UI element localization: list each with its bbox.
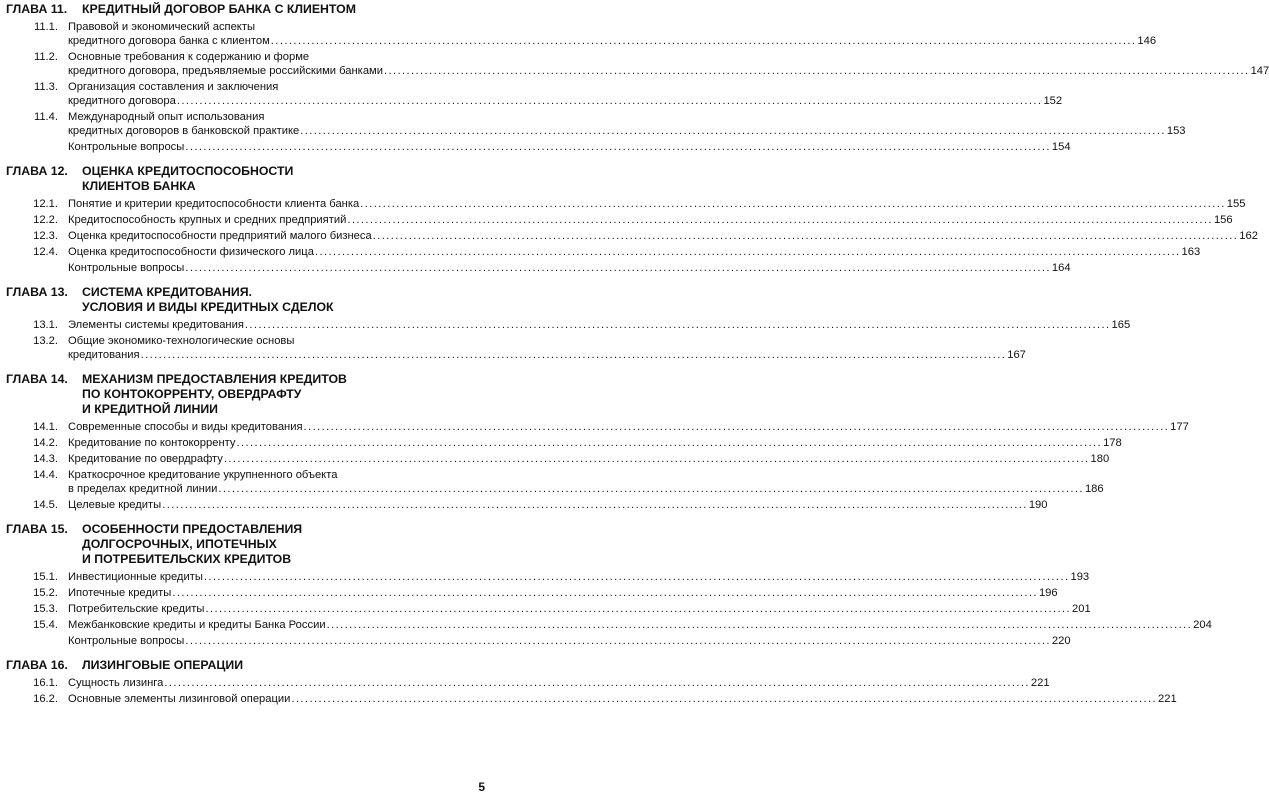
- dot-leader: [347, 213, 1213, 227]
- page-ref: 146: [1137, 35, 1157, 47]
- section-title: Контрольные вопросы: [68, 141, 185, 153]
- chapter-label: ГЛАВА 14.: [6, 372, 68, 386]
- chapter-label: ГЛАВА 15.: [6, 522, 68, 536]
- page-ref: 165: [1111, 319, 1131, 331]
- dot-leader: [185, 634, 1051, 648]
- toc-entry[interactable]: [6, 468, 1104, 496]
- dot-leader: [177, 94, 1043, 108]
- chapter-block: [6, 522, 1212, 648]
- toc-entry[interactable]: [6, 20, 1157, 48]
- toc-entry[interactable]: [6, 261, 1071, 275]
- chapter-title: СИСТЕМА КРЕДИТОВАНИЯ. УСЛОВИЯ И ВИДЫ КРЕДИТНЫХ СДЕЛОК: [82, 285, 334, 314]
- toc-entry[interactable]: [6, 229, 1258, 243]
- page-ref: 162: [1239, 230, 1258, 242]
- section-title: Инвестиционные кредиты: [68, 571, 203, 583]
- dot-leader: [304, 420, 1170, 434]
- chapter-heading: [6, 164, 486, 194]
- table-of-contents: [6, 2, 1269, 716]
- chapter-label: ГЛАВА 12.: [6, 164, 68, 178]
- section-title: кредитного договора, предъявляемые российскими банками: [68, 65, 383, 77]
- section-number: 11.2.: [33, 51, 58, 63]
- toc-entry[interactable]: [6, 140, 1071, 154]
- toc-entry[interactable]: [6, 213, 1233, 227]
- section-title: Целевые кредиты: [68, 499, 162, 511]
- toc-entry[interactable]: [6, 676, 1050, 690]
- section-title-line: Краткосрочное кредитование укрупненного объекта: [68, 469, 338, 481]
- page-ref: 193: [1070, 571, 1090, 583]
- section-number: 14.5.: [33, 499, 58, 511]
- section-number: 14.1.: [33, 421, 58, 433]
- section-title: Сущность лизинга: [68, 677, 164, 689]
- dot-leader: [218, 482, 1084, 496]
- toc-entry[interactable]: [6, 334, 1026, 362]
- dot-leader: [205, 602, 1071, 616]
- toc-entry[interactable]: [6, 436, 1122, 450]
- section-title: Кредитование по овердрафту: [68, 453, 223, 465]
- page-ref: 154: [1051, 141, 1071, 153]
- chapter-label: ГЛАВА 16.: [6, 658, 68, 672]
- dot-leader: [236, 436, 1102, 450]
- dot-leader: [271, 34, 1137, 48]
- toc-entry[interactable]: [6, 50, 1269, 78]
- section-title: кредитных договоров в банковской практике: [68, 125, 300, 137]
- page-ref: 190: [1028, 499, 1048, 511]
- chapter-heading: [6, 372, 486, 417]
- page-ref: 186: [1084, 483, 1104, 495]
- section-number: 11.4.: [33, 111, 58, 123]
- section-title: Потребительские кредиты: [68, 603, 205, 615]
- section-number: 14.4.: [33, 469, 58, 481]
- dot-leader: [245, 318, 1111, 332]
- chapter-title: МЕХАНИЗМ ПРЕДОСТАВЛЕНИЯ КРЕДИТОВ ПО КОНТОКОРРЕНТУ, ОВЕРДРАФТУ И КРЕДИТНОЙ ЛИНИИ: [82, 372, 347, 416]
- page-ref: 220: [1051, 635, 1071, 647]
- section-number: 16.2.: [33, 693, 58, 705]
- toc-entry[interactable]: [6, 80, 1063, 108]
- page-ref: 156: [1213, 214, 1233, 226]
- section-title: кредитного договора: [68, 95, 176, 107]
- page-number: 5: [478, 780, 485, 794]
- section-title: Контрольные вопросы: [68, 635, 185, 647]
- page-ref: 221: [1030, 677, 1050, 689]
- dot-leader: [315, 245, 1181, 259]
- page-ref: 153: [1166, 125, 1186, 137]
- section-number: 14.3.: [33, 453, 58, 465]
- page-ref: 164: [1051, 262, 1071, 274]
- dot-leader: [204, 570, 1070, 584]
- section-title: Понятие и критерии кредитоспособности клиента банка: [68, 198, 360, 210]
- chapter-block: [6, 285, 1131, 362]
- chapter-block: [6, 2, 1269, 154]
- dot-leader: [162, 498, 1028, 512]
- dot-leader: [185, 140, 1051, 154]
- toc-entry[interactable]: [6, 602, 1091, 616]
- section-number: 15.2.: [33, 587, 58, 599]
- dot-leader: [141, 348, 1007, 362]
- chapter-heading: [6, 2, 486, 17]
- section-number: 16.1.: [33, 677, 58, 689]
- section-title: Межбанковские кредиты и кредиты Банка России: [68, 619, 326, 631]
- dot-leader: [360, 197, 1226, 211]
- page-ref: 152: [1043, 95, 1063, 107]
- chapter-block: [6, 164, 1258, 275]
- section-number: 13.1.: [33, 319, 58, 331]
- page-ref: 221: [1158, 693, 1177, 705]
- page-ref: 147: [1250, 65, 1269, 77]
- dot-leader: [327, 618, 1193, 632]
- chapter-heading: [6, 285, 486, 315]
- section-title: Ипотечные кредиты: [68, 587, 172, 599]
- chapter-heading: [6, 522, 486, 567]
- page-ref: 196: [1038, 587, 1058, 599]
- section-title: кредитного договора банка с клиентом: [68, 35, 270, 47]
- section-title-line: Основные требования к содержанию и форме: [68, 51, 310, 63]
- section-number: 15.3.: [33, 603, 58, 615]
- section-number: 15.4.: [33, 619, 58, 631]
- page-ref: 204: [1193, 619, 1212, 631]
- section-title: Основные элементы лизинговой операции: [68, 693, 291, 705]
- section-number: 12.3.: [33, 230, 58, 242]
- toc-entry[interactable]: [6, 586, 1058, 600]
- toc-entry[interactable]: [6, 420, 1189, 434]
- section-number: 12.2.: [33, 214, 58, 226]
- toc-entry[interactable]: [6, 197, 1246, 211]
- section-title: Оценка кредитоспособности физического лица: [68, 246, 314, 258]
- page-ref: 163: [1181, 246, 1201, 258]
- section-title: Контрольные вопросы: [68, 262, 185, 274]
- chapter-label: ГЛАВА 11.: [6, 2, 68, 16]
- page-ref: 155: [1226, 198, 1246, 210]
- section-title-line: Общие экономико-технологические основы: [68, 335, 295, 347]
- dot-leader: [164, 676, 1030, 690]
- chapter-block: [6, 372, 1189, 512]
- page-ref: 177: [1170, 421, 1189, 433]
- dot-leader: [300, 124, 1166, 138]
- section-title-line: Правовой и экономический аспекты: [68, 21, 255, 33]
- dot-leader: [373, 229, 1239, 243]
- dot-leader: [185, 261, 1051, 275]
- page-ref: 167: [1007, 349, 1026, 361]
- section-title: Кредитоспособность крупных и средних предприятий: [68, 214, 347, 226]
- dot-leader: [291, 692, 1157, 706]
- dot-leader: [384, 64, 1250, 78]
- toc-entry[interactable]: [6, 245, 1201, 259]
- page-ref: 201: [1072, 603, 1091, 615]
- section-title-line: Международный опыт использования: [68, 111, 265, 123]
- chapter-title: КРЕДИТНЫЙ ДОГОВОР БАНКА С КЛИЕНТОМ: [82, 2, 356, 16]
- dot-leader: [172, 586, 1038, 600]
- section-title: Кредитование по контокорренту: [68, 437, 236, 449]
- dot-leader: [224, 452, 1090, 466]
- chapter-title: ОЦЕНКА КРЕДИТОСПОСОБНОСТИ КЛИЕНТОВ БАНКА: [82, 164, 294, 193]
- section-number: 13.2.: [33, 335, 58, 347]
- toc-entry[interactable]: [6, 618, 1212, 632]
- section-number: 11.3.: [33, 81, 58, 93]
- section-number: 14.2.: [33, 437, 58, 449]
- toc-entry[interactable]: [6, 570, 1090, 584]
- section-title: Элементы системы кредитования: [68, 319, 244, 331]
- section-title: в пределах кредитной линии: [68, 483, 218, 495]
- chapter-title: ЛИЗИНГОВЫЕ ОПЕРАЦИИ: [82, 658, 244, 672]
- toc-entry[interactable]: [6, 498, 1048, 512]
- chapter-label: ГЛАВА 13.: [6, 285, 68, 299]
- page-ref: 178: [1103, 437, 1122, 449]
- page-ref: 180: [1090, 453, 1110, 465]
- chapter-title: ОСОБЕННОСТИ ПРЕДОСТАВЛЕНИЯ ДОЛГОСРОЧНЫХ, ИПОТЕЧНЫХ И ПОТРЕБИТЕЛЬСКИХ КРЕДИТОВ: [82, 522, 303, 566]
- toc-entry[interactable]: [6, 452, 1110, 466]
- toc-entry[interactable]: [6, 110, 1186, 138]
- section-number: 12.1.: [33, 198, 58, 210]
- section-number: 11.1.: [33, 21, 58, 33]
- chapter-block: [6, 658, 1177, 706]
- toc-entry[interactable]: [6, 634, 1071, 648]
- chapter-heading: [6, 658, 486, 673]
- toc-entry[interactable]: [6, 318, 1131, 332]
- section-number: 15.1.: [33, 571, 58, 583]
- section-title: Оценка кредитоспособности предприятий малого бизнеса: [68, 230, 372, 242]
- section-title-line: Организация составления и заключения: [68, 81, 279, 93]
- section-title: Современные способы и виды кредитования: [68, 421, 303, 433]
- section-number: 12.4.: [33, 246, 58, 258]
- section-title: кредитования: [68, 349, 140, 361]
- toc-entry[interactable]: [6, 692, 1177, 706]
